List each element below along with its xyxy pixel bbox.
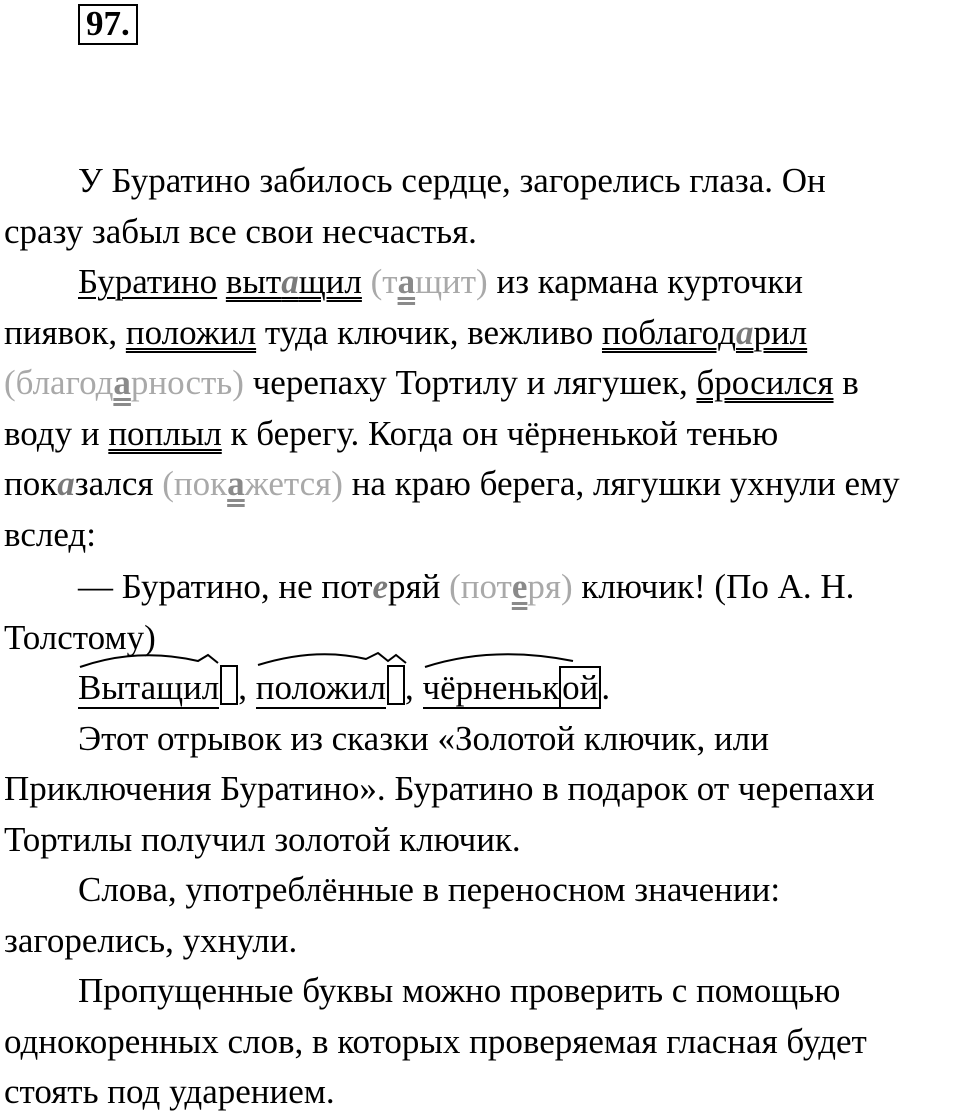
exercise-number-box: 97.	[78, 4, 138, 45]
p2-line6: вслед:	[4, 514, 96, 554]
p1-line1: У Буратино забилось сердце, загорелись глаза. Он	[78, 161, 826, 200]
answer-text	[4, 156, 958, 1118]
p4-line3: Тортилы получил золотой ключик.	[4, 819, 521, 859]
p5-line2: загорелись, ухнули.	[4, 920, 298, 960]
predicate-polozhil: положил	[125, 312, 257, 352]
morph-word-vytashchil: Вытащил	[78, 663, 238, 714]
p2-line1-rest: из кармана курточки	[496, 262, 804, 301]
root-arc-and-suffix-mark-2	[256, 649, 416, 669]
subject-buratino: Буратино	[78, 262, 218, 301]
root-arc-and-suffix-mark-1	[78, 649, 238, 669]
morph-word-chernenkoy: чёрненькой	[423, 663, 602, 714]
p3-line2: Толстому)	[4, 617, 156, 657]
check-word-tashchit: (тащит)	[370, 262, 488, 301]
p4-line2: Приключения Буратино». Буратино в подарок от черепахи	[4, 769, 875, 808]
p2-line2: пиявок, положил туда ключик, вежливо поблагодарил	[4, 312, 808, 352]
predicate-poplyl: поплыл	[108, 413, 222, 453]
p2-line4: воду и поплыл к берегу. Когда он чёрненькой тенью	[4, 413, 779, 453]
null-ending-box-1	[220, 665, 238, 705]
p5-line1: Слова, употреблённые в переносном значении:	[78, 870, 781, 909]
word-pokazalsya: показался	[4, 464, 154, 503]
exercise-number	[78, 4, 138, 45]
p6-line3: стоять под ударением.	[4, 1072, 335, 1111]
p1-line2: сразу забыл все свои несчастья.	[4, 211, 477, 251]
morph-word-polozhil: положил	[256, 663, 405, 714]
ending-oy-box: ой	[559, 666, 601, 709]
p2-line1	[4, 257, 958, 308]
check-word-poterya: (потеря)	[449, 567, 573, 606]
p2-line3: (благодарность) черепаху Тортилу и лягушек, бросился в	[4, 363, 859, 402]
root-arc-and-suffix-mark-3	[423, 649, 613, 669]
predicate-brosilsya: бросился	[696, 363, 834, 402]
p6-line1: Пропущенные буквы можно проверить с помощью	[78, 971, 841, 1010]
predicate-vytashchil: вытащил	[225, 262, 362, 301]
p6-line2: однокоренных слов, в которых проверяемая гласная будет	[4, 1021, 867, 1061]
p2-line5: показался (покажется) на краю берега, лягушки ухнули ему	[4, 464, 900, 503]
null-ending-box-2	[387, 665, 405, 705]
p3-line1: — Буратино, не потеряй (потеря) ключик! (По А. Н.	[78, 567, 855, 606]
check-word-pokazhetsya: (покажется)	[162, 464, 343, 503]
predicate-poblagodaril: поблагодарил	[601, 312, 808, 352]
p4-line1: Этот отрывок из сказки «Золотой ключик, или	[78, 718, 769, 758]
check-word-blagodarnost: (благодарность)	[4, 363, 244, 402]
morpheme-analysis-line: Вытащил , положил , чёрненькой.	[4, 663, 958, 714]
